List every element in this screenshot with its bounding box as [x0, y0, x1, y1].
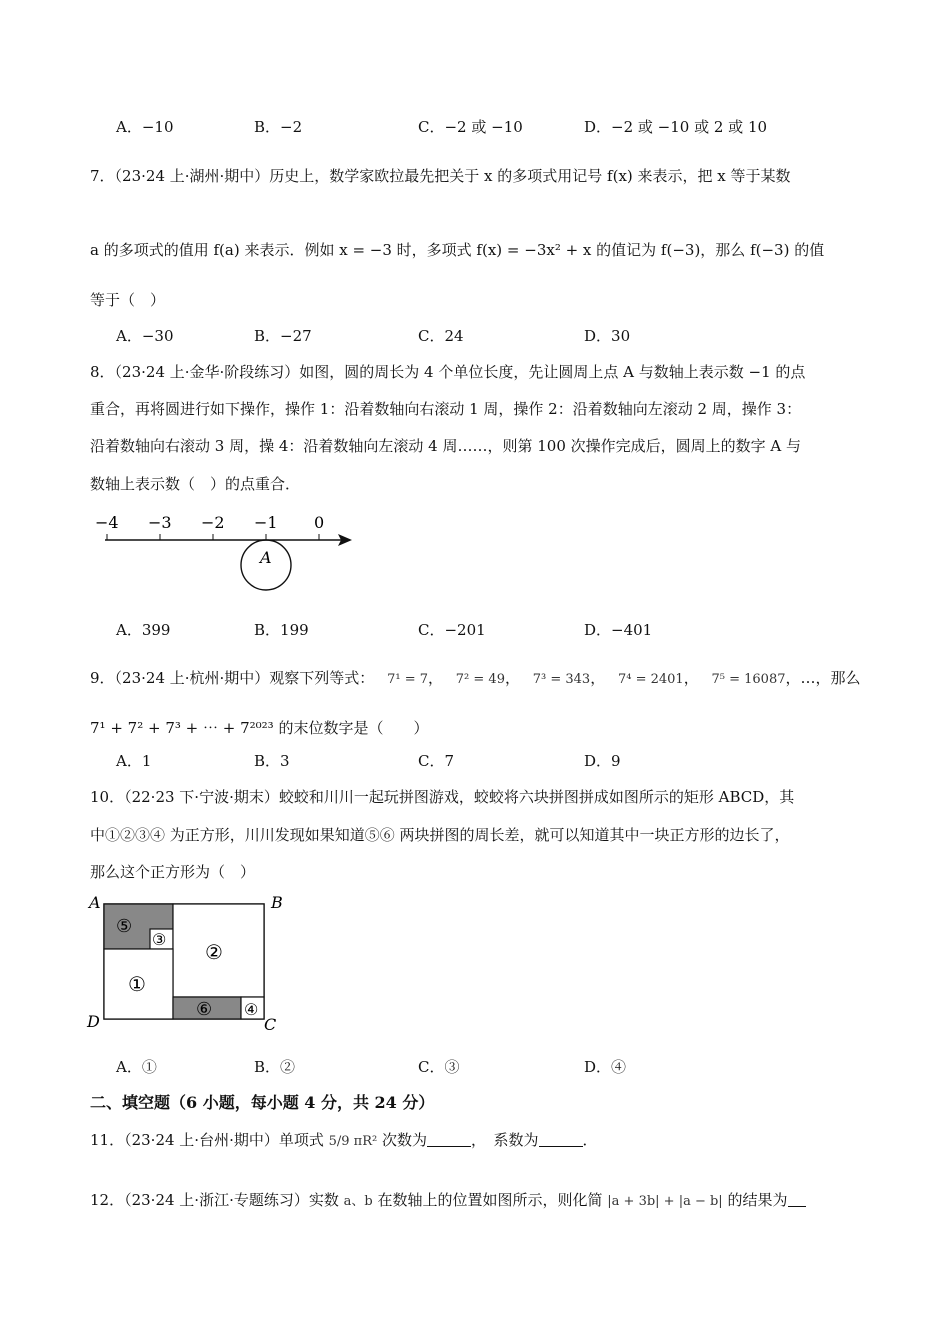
- axis-label-0: 0: [314, 513, 325, 532]
- axis-label-neg2: −2: [201, 513, 225, 532]
- q8-option-b: B．199: [254, 621, 309, 639]
- q9-option-a: A．1: [116, 752, 152, 770]
- axis-label-neg4: −4: [95, 513, 119, 532]
- q10-option-d: D．④: [584, 1058, 627, 1076]
- section2-title: 二、填空题（6 小题，每小题 4 分，共 24 分）: [90, 1093, 435, 1112]
- q6-option-a: A．−10: [116, 118, 174, 136]
- q7-option-c: C．24: [418, 327, 464, 345]
- q11-expression: 5/9 πR²: [328, 1134, 378, 1149]
- q9-eq-1: 7¹ = 7: [387, 672, 428, 687]
- q8-line3: 沿着数轴向右滚动 3 周，操 4：沿着数轴向左滚动 4 周……，则第 100 次操作完成后，圆周上的数字 A 与: [90, 437, 802, 455]
- corner-c: C: [264, 1015, 277, 1034]
- q8-option-c: C．−201: [418, 621, 486, 639]
- q7-option-b: B．−27: [254, 327, 312, 345]
- q10-option-c: C．③: [418, 1058, 460, 1076]
- q7-option-a: A．−30: [116, 327, 174, 345]
- corner-b: B: [271, 893, 283, 912]
- q8-option-a: A．399: [116, 621, 171, 639]
- q11-coefficient-blank[interactable]: [539, 1132, 583, 1147]
- q12-expression: |a + 3b| + |a − b|: [607, 1194, 723, 1209]
- q7-option-d: D．30: [584, 327, 631, 345]
- axis-label-neg3: −3: [148, 513, 172, 532]
- q12-line: [90, 1190, 806, 1212]
- q10-line3: 那么这个正方形为（ ）: [90, 863, 256, 881]
- label-4: ④: [244, 1000, 259, 1019]
- q9-option-d: D．9: [584, 752, 621, 770]
- q11-degree-label: 次数为: [382, 1131, 428, 1149]
- circle-point-label: A: [260, 548, 272, 567]
- q9-line1: 9．（23·24 上·杭州·期中）观察下列等式： 7¹ = 7， 7² = 49， 7³ = 343， 7⁴ = 2401， 7⁵ = 16087，…，那么: [90, 669, 861, 687]
- corner-a: A: [89, 893, 101, 912]
- q9-line2: 7¹ + 7² + 7³ + ⋯ + 7²⁰²³ 的末位数字是（ ）: [90, 719, 429, 737]
- q10-line2: 中①②③④ 为正方形，川川发现如果知道⑤⑥ 两块拼图的周长差，就可以知道其中一块正方形的边长了，: [90, 826, 790, 844]
- q9-eq-3: 7³ = 343: [532, 672, 591, 687]
- q9-suffix: ，…，那么: [785, 669, 861, 687]
- q8-line1: 8．（23·24 上·金华·阶段练习）如图，圆的周长为 4 个单位长度，先让圆周上点 A 与数轴上表示数 −1 的点: [90, 363, 806, 381]
- q9-eq-2: 7² = 49: [455, 672, 505, 687]
- label-5: ⑤: [116, 916, 133, 937]
- q10-rectangle-figure: [84, 892, 294, 1038]
- q11-coefficient-label: ， 系数为: [471, 1131, 539, 1149]
- label-6: ⑥: [196, 999, 213, 1020]
- q11-degree-blank[interactable]: [427, 1132, 471, 1147]
- q7-line1: 7．（23·24 上·湖州·期中）历史上，数学家欧拉最先把关于 x 的多项式用记号 f(x) 来表示，把 x 等于某数: [90, 167, 791, 185]
- q12-answer-blank[interactable]: [788, 1192, 806, 1207]
- q8-line2: 重合，再将圆进行如下操作，操作 1：沿着数轴向右滚动 1 周，操作 2：沿着数轴向左滚动 2 周，操作 3：: [90, 400, 802, 418]
- label-3: ③: [152, 930, 167, 949]
- q10-line1: 10．（22·23 下·宁波·期末）蛟蛟和川川一起玩拼图游戏，蛟蛟将六块拼图拼成如图所示的矩形 ABCD，其: [90, 788, 795, 806]
- q12-vars: a、b: [343, 1194, 373, 1209]
- q11-prefix: 11．（23·24 上·台州·期中）单项式: [90, 1131, 324, 1149]
- q8-option-d: D．−401: [584, 621, 653, 639]
- q6-option-d: D．−2 或 −10 或 2 或 10: [584, 118, 768, 136]
- q11-end: ．: [582, 1131, 598, 1149]
- q8-number-line-figure: [90, 508, 370, 594]
- corner-d: D: [87, 1012, 100, 1031]
- axis-ticks: [107, 534, 319, 540]
- label-2: ②: [205, 940, 223, 964]
- q10-option-a: A．①: [116, 1058, 157, 1076]
- q9-option-b: B．3: [254, 752, 290, 770]
- q9-prefix: 9．（23·24 上·杭州·期中）观察下列等式：: [90, 669, 375, 687]
- label-1: ①: [128, 972, 146, 996]
- q11-line: [90, 1130, 598, 1152]
- q6-option-c: C．−2 或 −10: [418, 118, 523, 136]
- q12-end: 的结果为: [727, 1191, 788, 1209]
- q10-option-b: B．②: [254, 1058, 296, 1076]
- q9-option-c: C．7: [418, 752, 455, 770]
- q7-line3: 等于（ ）: [90, 291, 166, 309]
- q8-line4: 数轴上表示数（ ）的点重合．: [90, 475, 301, 493]
- q9-eq-4: 7⁴ = 2401: [617, 672, 684, 687]
- q12-prefix: 12．（23·24 上·浙江·专题练习）实数: [90, 1191, 339, 1209]
- q6-option-b: B．−2: [254, 118, 303, 136]
- q12-mid: 在数轴上的位置如图所示，则化简: [377, 1191, 603, 1209]
- q9-eq-5: 7⁵ = 16087: [711, 672, 786, 687]
- q7-line2: a 的多项式的值用 f(a) 来表示．例如 x = −3 时，多项式 f(x) = −3x² + x 的值记为 f(−3)，那么 f(−3) 的值: [90, 241, 825, 259]
- axis-label-neg1: −1: [254, 513, 278, 532]
